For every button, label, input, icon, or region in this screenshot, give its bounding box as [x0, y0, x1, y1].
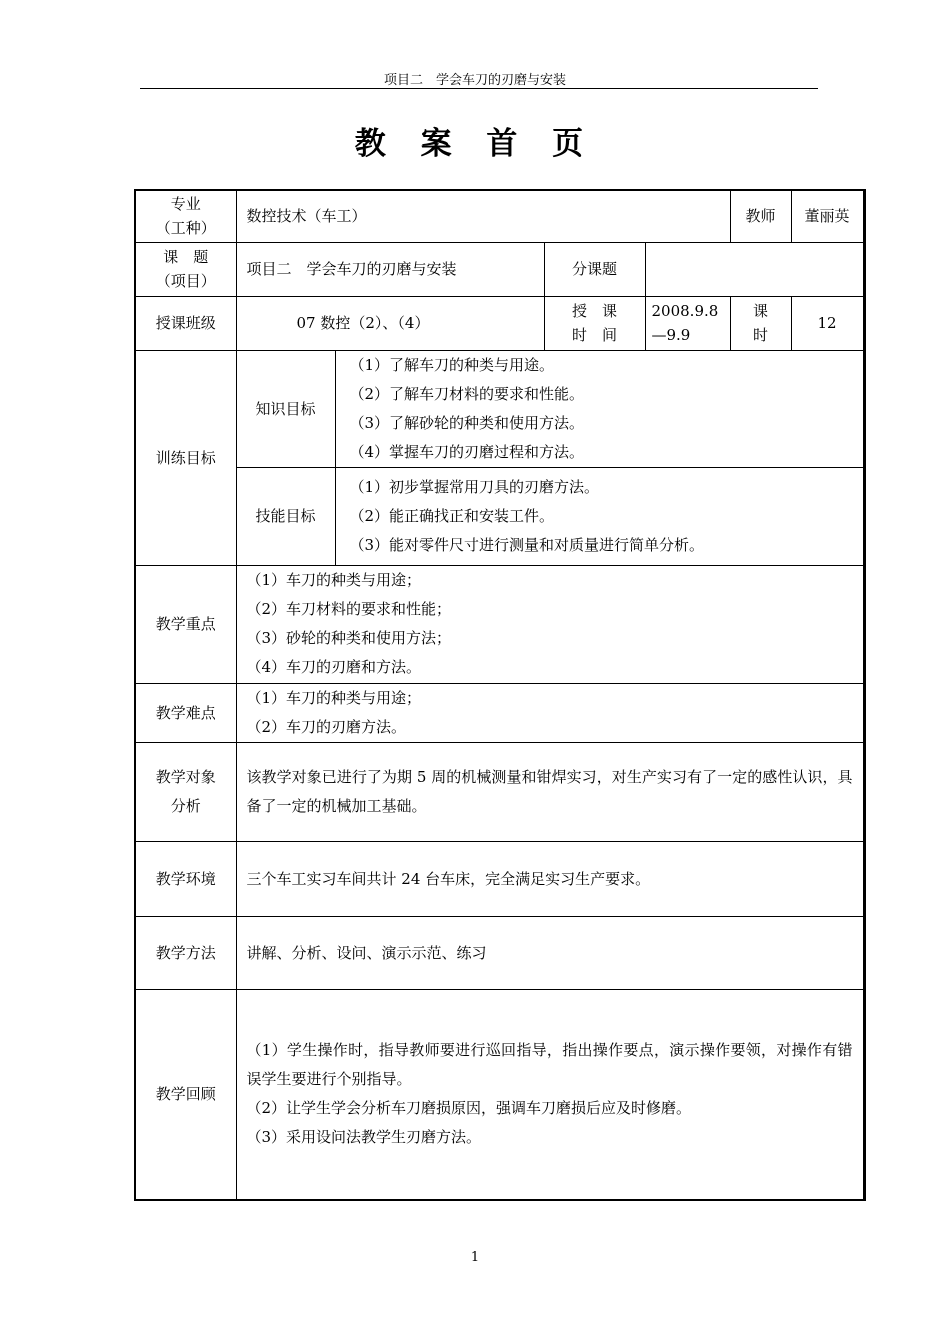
row-skill-goals — [135, 467, 864, 565]
review-item: （1）学生操作时，指导教师要进行巡回指导，指出操作要点，演示操作要领，对操作有错误学生要进行个别指导。 — [246, 1041, 853, 1089]
difficulties-list — [236, 683, 864, 742]
subtopic-value — [645, 242, 864, 296]
topic-label-cell — [135, 242, 236, 296]
knowledge-goal-item: （4）掌握车刀的刃磨过程和方法。 — [349, 442, 585, 461]
row-method — [135, 916, 864, 989]
time-label-line2: 时 间 — [571, 326, 617, 344]
document-title: 教 案 首 页 — [354, 126, 596, 162]
subtopic-label: 分课题 — [544, 242, 645, 296]
skill-goal-item: （2）能正确找正和安装工件。 — [349, 506, 555, 525]
row-class — [135, 296, 864, 350]
environment-text: 三个车工实习车间共计 24 台车床，完全满足实习生产要求。 — [236, 841, 864, 916]
row-review — [135, 989, 864, 1200]
row-audience — [135, 742, 864, 841]
topic-label-line1: 课 题 — [163, 248, 209, 266]
knowledge-goal-item: （3）了解砂轮的种类和使用方法。 — [349, 413, 585, 432]
row-key-points — [135, 565, 864, 683]
skill-goals-label: 技能目标 — [236, 467, 335, 565]
difficulty-item: （1）车刀的种类与用途； — [246, 688, 422, 707]
hours-label-line2: 时 — [753, 326, 769, 344]
goals-label: 训练目标 — [135, 350, 236, 565]
time-value-line1: 2008.9.8 — [651, 302, 719, 320]
time-value-line2: —9.9 — [651, 326, 691, 344]
row-difficulties — [135, 683, 864, 742]
header-rule — [140, 88, 818, 89]
row-topic — [135, 242, 864, 296]
skill-goal-item: （1）初步掌握常用刀具的刃磨方法。 — [349, 477, 600, 496]
key-point-item: （4）车刀的刃磨和方法。 — [246, 658, 422, 676]
teacher-name: 董丽英 — [791, 190, 864, 242]
skill-goals-list — [335, 467, 864, 565]
time-label-line1: 授 课 — [571, 302, 617, 320]
difficulty-item: （2）车刀的刃磨方法。 — [246, 717, 407, 736]
major-label-cell — [135, 190, 236, 242]
audience-text-cell — [236, 742, 864, 841]
review-label: 教学回顾 — [135, 989, 236, 1200]
review-list — [236, 989, 864, 1200]
difficulties-label: 教学难点 — [135, 683, 236, 742]
running-header: 项目二 学会车刀的刃磨与安装 — [383, 73, 566, 88]
key-points-list — [236, 565, 864, 683]
class-value: 07 数控（2）、（4） — [236, 296, 544, 350]
audience-label-line2: 分析 — [170, 796, 201, 815]
lesson-plan-table — [134, 189, 866, 1201]
time-value-cell — [645, 296, 730, 350]
row-environment — [135, 841, 864, 916]
time-label-cell — [544, 296, 645, 350]
topic-label-line2: （项目） — [155, 272, 216, 290]
key-point-item: （3）砂轮的种类和使用方法； — [246, 629, 452, 647]
row-knowledge-goals — [135, 350, 864, 467]
key-point-item: （1）车刀的种类与用途； — [246, 571, 422, 589]
key-point-item: （2）车刀材料的要求和性能； — [246, 600, 452, 618]
hours-label-line1: 课 — [753, 302, 769, 320]
skill-goal-item: （3）能对零件尺寸进行测量和对质量进行简单分析。 — [349, 535, 705, 554]
key-points-label: 教学重点 — [135, 565, 236, 683]
method-text: 讲解、分析、设问、演示示范、练习 — [236, 916, 864, 989]
audience-label-line1: 教学对象 — [155, 767, 216, 786]
major-label-line1: 专业 — [170, 195, 201, 214]
method-label: 教学方法 — [135, 916, 236, 989]
teacher-label: 教师 — [730, 190, 791, 242]
hours-value: 12 — [791, 296, 864, 350]
class-label: 授课班级 — [135, 296, 236, 350]
audience-label-cell — [135, 742, 236, 841]
row-major — [135, 190, 864, 242]
topic-value: 项目二 学会车刀的刃磨与安装 — [236, 242, 544, 296]
knowledge-goals-label: 知识目标 — [236, 350, 335, 467]
review-item: （2）让学生学会分析车刀磨损原因，强调车刀磨损后应及时修磨。 — [246, 1099, 692, 1118]
major-label-line2: （工种） — [155, 219, 216, 238]
knowledge-goals-list — [335, 350, 864, 467]
review-item: （3）采用设问法教学生刃磨方法。 — [246, 1128, 482, 1147]
knowledge-goal-item: （2）了解车刀材料的要求和性能。 — [349, 384, 585, 403]
knowledge-goal-item: （1）了解车刀的种类与用途。 — [349, 355, 555, 374]
audience-text: 该教学对象已进行了为期 5 周的机械测量和钳焊实习，对生产实习有了一定的感性认识，具备了一定的机械加工基础。 — [246, 767, 853, 815]
major-value: 数控技术（车工） — [236, 190, 730, 242]
environment-label: 教学环境 — [135, 841, 236, 916]
page-number: 1 — [470, 1250, 480, 1265]
hours-label-cell — [730, 296, 791, 350]
